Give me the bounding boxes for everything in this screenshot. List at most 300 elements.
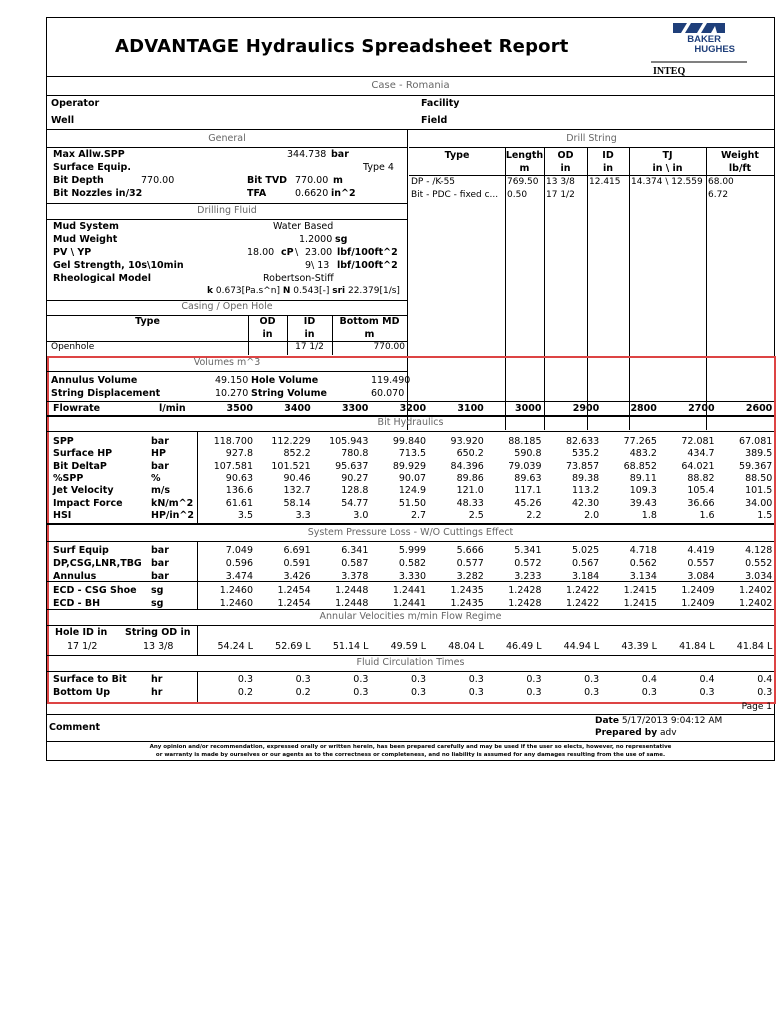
pl-row-value: 3.184 [571,571,600,582]
pl-row-value: 3.034 [745,571,773,582]
ct-row-label: Surface to Bit [53,674,127,685]
prepared-value: adv [659,728,677,738]
annular-velocity-value: 54.24 L [217,641,253,652]
bh-row-value: 89.86 [456,472,484,484]
ds-id-unit: in [602,163,614,174]
casing-od-unit: in [262,329,273,340]
pl-row-value: 5.341 [514,545,542,556]
bh-row-value: 780.8 [341,448,369,460]
max-spp-label: Max Allw.SPP [53,149,125,160]
bh-row-value: 64.021 [681,460,715,472]
casing-title: Casing / Open Hole [181,301,273,312]
k-label: k [207,286,213,296]
bh-row-value: 48.33 [456,497,484,509]
pl-row-value: 1.2402 [739,598,773,609]
pl-row-value: 5.025 [571,545,600,556]
bh-row-value: 434.7 [687,448,715,460]
ds-row1-od: 13 3/8 [546,177,575,187]
bh-row-label: HSI [53,509,72,521]
ds-tj-unit: in \ in [652,163,683,174]
n-label: N [282,286,291,296]
ds-weight-unit: lb/ft [728,163,752,174]
string-od-label: String OD in [125,627,191,638]
flowrate-value: 3500 [226,403,253,414]
bh-row-value: 79.039 [508,460,542,472]
casing-id-unit: in [304,329,315,340]
pl-row-value: 0.587 [341,558,369,569]
pl-row-value: 1.2454 [277,598,311,609]
bh-row-unit: m/s [151,485,171,497]
bh-row-value: 483.2 [629,448,657,460]
logo-line1: BAKER [687,34,721,45]
report-header [47,18,774,77]
circulation-title: Fluid Circulation Times [356,657,465,668]
divider [47,655,774,656]
bh-row-value: 105.943 [329,436,369,447]
logo-line2: HUGHES [694,44,735,55]
bh-row-value: 54.77 [341,497,369,509]
bh-row-value: 42.30 [571,497,600,509]
annulus-volume-label: Annulus Volume [51,375,138,386]
pl-row-unit: sg [151,585,164,596]
field-label: Field [421,115,448,126]
bh-row-value: 95.637 [335,460,369,472]
mud-weight-label: Mud Weight [53,234,118,245]
bh-row-label: %SPP [53,472,84,484]
bh-row-value: 88.185 [508,436,542,447]
bh-row-value: 128.8 [341,485,369,497]
ds-type-header: Type [444,150,470,161]
casing-row-id: 17 1/2 [295,342,324,352]
rheo-model-value: Robertson-Stiff [263,273,334,284]
sri-label: sri [332,286,346,296]
pl-row-label: Annulus [53,571,97,582]
ct-row-value: 0.3 [757,687,773,698]
disclaimer-line1: Any opinion and/or recommendation, expressed orally or written herein, has been prepared carefully and may be used if the user so elects, however, no representative [149,744,672,750]
casing-type-header: Type [135,316,160,327]
tfa-unit: in^2 [331,188,356,199]
divider [47,95,774,96]
pl-row-value: 0.572 [514,558,542,569]
bh-row-value: 51.50 [398,497,427,509]
ds-length-header: Length [505,150,544,161]
pl-row-value: 3.233 [514,571,542,582]
ds-row1-id: 12.415 [589,177,621,187]
pl-row-unit: bar [151,558,169,569]
pl-row-value: 3.134 [629,571,657,582]
yp-unit: lbf/100ft^2 [337,247,398,258]
bh-row-value: 72.081 [681,436,715,447]
divider [47,523,774,525]
operator-label: Operator [51,98,100,109]
ds-row2-length: 0.50 [507,190,528,200]
mud-weight-unit: sg [335,234,348,245]
divider [47,714,774,715]
pl-row-value: 1.2415 [623,585,657,596]
ct-row-value: 0.4 [757,674,773,685]
bh-row-value: 927.8 [225,448,253,460]
bh-row-unit: bar [151,436,169,447]
casing-od-header: OD [259,316,276,327]
flowrate-unit: l/min [159,403,186,414]
annular-velocity-value: 41.84 L [736,641,773,652]
bh-row-value: 132.7 [283,485,311,497]
bit-tvd-value: 770.00 [295,175,329,186]
divider [47,129,774,130]
flowrate-value: 2900 [572,403,600,414]
divider [47,371,407,372]
divider [47,741,774,742]
annulus-volume-value: 49.150 [215,375,249,386]
bh-row-value: 88.82 [687,472,715,484]
bh-row-value: 121.0 [456,485,484,497]
hole-volume-label: Hole Volume [251,375,319,386]
pressure-loss-title: System Pressure Loss - W/O Cuttings Effect [307,527,514,538]
max-spp-unit: bar [331,149,349,160]
ds-row1-weight: 68.00 [708,177,734,187]
ct-row-value: 0.4 [699,674,715,685]
bit-tvd-label: Bit TVD [247,175,288,186]
pl-row-label: ECD - CSG Shoe [53,585,137,596]
pl-row-value: 1.2402 [739,585,773,596]
case-title: Case - Romania [371,80,450,91]
divider [47,541,774,542]
date-line [595,716,722,726]
bh-row-value: 1.8 [641,509,657,521]
string-disp-label: String Displacement [51,388,161,399]
ds-row2-weight: 6.72 [708,190,729,200]
pl-row-value: 4.128 [745,545,773,556]
bit-depth-label: Bit Depth [53,175,104,186]
bh-row-value: 99.840 [392,436,427,447]
bh-row-value: 852.2 [283,448,311,460]
surface-equip-label: Surface Equip. [53,162,131,173]
ct-row-value: 0.3 [410,687,427,698]
bh-row-value: 90.07 [398,472,427,484]
ct-row-value: 0.3 [468,687,484,698]
pl-row-value: 0.557 [687,558,715,569]
ct-row-value: 0.3 [526,674,542,685]
facility-label: Facility [421,98,460,109]
bh-row-value: 67.081 [739,436,773,447]
bh-row-value: 136.6 [225,485,253,497]
pl-row-value: 4.419 [687,545,715,556]
divider [47,401,774,402]
gel-strength-value: 9\ 13 [305,260,330,271]
logo-icon [651,20,747,76]
annular-velocity-value: 43.39 L [621,641,657,652]
pl-row-value: 6.691 [283,545,311,556]
rheo-params [207,286,400,296]
bh-row-value: 101.5 [745,485,773,497]
bh-row-value: 101.521 [271,460,311,472]
string-disp-value: 10.270 [215,388,249,399]
ct-row-value: 0.4 [641,674,657,685]
pl-row-value: 1.2441 [392,585,427,596]
bh-row-value: 105.4 [687,485,715,497]
bh-row-label: Surface HP [53,448,113,460]
ct-row-value: 0.3 [584,674,600,685]
bh-row-value: 90.63 [225,472,253,484]
bh-row-value: 34.00 [745,497,773,509]
flowrate-label: Flowrate [53,403,101,414]
pl-row-value: 1.2448 [335,598,369,609]
bh-row-unit: % [151,472,161,484]
divider: \ [295,247,299,258]
pl-row-value: 0.591 [283,558,311,569]
pl-row-value: 0.577 [456,558,484,569]
ct-row-value: 0.3 [353,674,369,685]
hole-volume-value: 119.490 [371,375,411,386]
disclaimer-line2: or warranty is made by ourselves or our agents as to the correctness or completeness, and no liability is assumed for any damages resulting from the use of same. [155,752,666,758]
divider [47,203,407,204]
flowrate-value: 3000 [515,403,542,414]
flowrate-value: 3100 [457,403,484,414]
pv-unit: cP [281,247,294,258]
pl-row-unit: sg [151,598,164,609]
bh-row-value: 3.0 [353,509,369,521]
rheo-model-label: Rheological Model [53,273,151,284]
bh-row-value: 3.5 [237,509,253,521]
bh-row-value: 124.9 [398,485,427,497]
bh-row-value: 3.3 [295,509,311,521]
pl-row-value: 1.2460 [219,598,253,609]
bh-row-value: 90.27 [341,472,369,484]
flowrate-value: 3300 [341,403,369,414]
mud-system-label: Mud System [53,221,119,232]
bh-row-unit: HP [151,448,166,460]
drilling-fluid-title: Drilling Fluid [197,205,257,216]
annular-velocity-value: 44.94 L [563,641,600,652]
divider [47,625,774,626]
ct-row-value: 0.3 [699,687,715,698]
bh-row-value: 1.6 [699,509,715,521]
casing-md-unit: m [364,329,375,340]
string-volume-value: 60.070 [371,388,405,399]
pl-row-label: DP,CSG,LNR,TBG [53,558,142,569]
annular-velocity-value: 46.49 L [505,641,542,652]
pl-row-value: 1.2415 [623,598,657,609]
divider [197,671,198,702]
bit-hydraulics-title: Bit Hydraulics [377,417,444,428]
bh-row-value: 73.857 [565,460,600,472]
bh-row-value: 109.3 [629,485,657,497]
pl-row-value: 1.2435 [450,585,484,596]
bit-tvd-unit: m [333,175,343,186]
gel-strength-label: Gel Strength, 10s\10min [53,260,184,271]
ds-od-unit: in [560,163,571,174]
ds-length-unit: m [519,163,530,174]
divider [47,431,774,432]
pl-row-value: 1.2435 [450,598,484,609]
ct-row-value: 0.2 [295,687,311,698]
pl-row-value: 0.596 [225,558,253,569]
bh-row-unit: kN/m^2 [151,497,194,509]
ct-row-value: 0.3 [468,674,484,685]
ds-id-header: ID [602,150,614,161]
bh-row-value: 90.46 [283,472,311,484]
bh-row-value: 107.581 [213,460,253,472]
bh-row-value: 61.61 [225,497,253,509]
pl-row-value: 0.582 [398,558,427,569]
divider [47,581,774,582]
string-volume-label: String Volume [251,388,327,399]
bh-row-value: 88.50 [745,472,773,484]
bh-row-value: 389.5 [745,448,773,460]
bh-row-value: 89.929 [392,460,427,472]
sri-value: 22.379[1/s] [347,286,400,296]
annular-velocities-title: Annular Velocities m/min Flow Regime [319,611,502,622]
annular-velocity-value: 51.14 L [332,641,369,652]
ct-row-value: 0.3 [526,687,542,698]
tfa-label: TFA [247,188,267,199]
ct-row-value: 0.3 [295,674,311,685]
divider [47,609,774,610]
bh-row-value: 535.2 [571,448,600,460]
casing-id-header: ID [303,316,316,327]
bh-row-value: 59.367 [739,460,773,472]
divider [409,147,774,148]
divider [409,175,774,176]
pl-row-unit: bar [151,545,169,556]
tfa-value: 0.6620 [295,188,329,199]
bh-row-value: 2.7 [410,509,427,521]
pl-row-value: 1.2448 [335,585,369,596]
flowrate-value: 3400 [284,403,311,414]
pl-row-value: 4.718 [629,545,657,556]
bh-row-value: 713.5 [398,448,427,460]
ct-row-unit: hr [151,674,163,685]
pl-row-label: ECD - BH [53,598,101,609]
pl-row-value: 1.2441 [392,598,427,609]
flowrate-value: 3200 [399,403,427,414]
pl-row-value: 1.2422 [565,585,600,596]
bh-row-value: 89.38 [571,472,600,484]
ds-row1-type: DP - /K-55 [411,177,456,187]
bh-row-value: 39.43 [629,497,657,509]
divider [47,671,774,672]
bh-row-value: 89.63 [514,472,542,484]
n-value: 0.543[-] [293,286,330,296]
ds-row2-od: 17 1/2 [546,190,575,200]
flowrate-value: 2800 [630,403,657,414]
date-label: Date [595,716,619,726]
bh-row-value: 93.920 [450,436,484,447]
prepared-line [595,728,677,738]
gel-strength-unit: lbf/100ft^2 [337,260,398,271]
surface-equip-value: Type 4 [363,162,394,173]
bh-row-value: 590.8 [514,448,542,460]
bh-row-value: 77.265 [623,436,657,447]
ds-row2-type: Bit - PDC - fixed c... [411,190,499,200]
bh-row-label: Impact Force [53,497,123,509]
pv-value: 18.00 [247,247,275,258]
bh-row-value: 89.11 [629,472,657,484]
ds-od-header: OD [557,150,574,161]
pv-yp-label: PV \ YP [53,247,92,258]
pl-row-value: 1.2454 [277,585,311,596]
bh-row-value: 112.229 [271,436,311,447]
general-title: General [208,133,246,144]
pl-row-unit: bar [151,571,169,582]
ct-row-unit: hr [151,687,163,698]
bh-row-value: 84.396 [450,460,484,472]
bh-row-label: SPP [53,436,74,447]
ds-weight-header: Weight [721,150,759,161]
ds-row1-tj: 14.374 \ 12.559 [631,177,703,187]
page-number: Page 1 [741,702,772,712]
bit-nozzles-label: Bit Nozzles in/32 [53,188,143,199]
mud-system-value: Water Based [273,221,334,232]
divider [47,147,407,148]
bit-depth-value: 770.00 [141,175,175,186]
hole-id-label: Hole ID in [55,627,108,638]
pl-row-value: 3.474 [225,571,253,582]
pl-row-value: 3.378 [341,571,369,582]
ct-row-value: 0.2 [237,687,253,698]
bh-row-unit: bar [151,460,169,472]
pl-row-label: Surf Equip [53,545,109,556]
pl-row-value: 5.999 [398,545,427,556]
drill-string-title: Drill String [566,133,617,144]
baker-hughes-logo [651,20,747,76]
pl-row-value: 1.2428 [508,598,542,609]
ds-tj-header: TJ [662,150,673,161]
bh-row-label: Bit DeltaP [53,460,107,472]
ct-row-value: 0.3 [237,674,253,685]
pl-row-value: 0.562 [629,558,657,569]
date-value: 5/17/2013 9:04:12 AM [621,716,723,726]
report-title: ADVANTAGE Hydraulics Spreadsheet Report [115,36,569,57]
bh-row-value: 45.26 [514,497,542,509]
pl-row-value: 1.2460 [219,585,253,596]
hole-id-value: 17 1/2 [67,641,98,652]
bh-row-value: 1.5 [757,509,773,521]
pl-row-value: 0.552 [745,558,773,569]
pl-row-value: 3.084 [687,571,715,582]
flowrate-value: 2700 [688,403,715,414]
bh-row-value: 68.852 [623,460,657,472]
pl-row-value: 6.341 [341,545,369,556]
pl-row-value: 0.567 [571,558,600,569]
pl-row-value: 3.282 [456,571,484,582]
pl-row-value: 1.2428 [508,585,542,596]
logo-sub: INTEQ [653,66,686,77]
divider [47,219,407,220]
report-sheet [46,17,775,761]
annular-velocity-value: 41.84 L [679,641,715,652]
annular-velocity-value: 52.69 L [275,641,311,652]
bh-row-value: 650.2 [456,448,484,460]
bh-row-value: 2.2 [526,509,542,521]
bh-row-value: 117.1 [514,485,542,497]
annular-velocity-value: 49.59 L [390,641,427,652]
comment-label: Comment [49,722,101,733]
pl-row-value: 1.2409 [681,585,715,596]
ct-row-value: 0.3 [353,687,369,698]
casing-row-type: Openhole [51,342,95,352]
ds-row1-length: 769.50 [507,177,539,187]
casing-md-header: Bottom MD [339,316,400,327]
pl-row-value: 1.2409 [681,598,715,609]
ct-row-label: Bottom Up [53,687,111,698]
bh-row-value: 58.14 [283,497,311,509]
annular-velocity-value: 48.04 L [448,641,484,652]
max-spp-value: 344.738 [287,149,327,160]
bh-row-label: Jet Velocity [53,485,114,497]
casing-row-md: 770.00 [373,342,405,352]
bh-row-value: 82.633 [565,436,600,447]
